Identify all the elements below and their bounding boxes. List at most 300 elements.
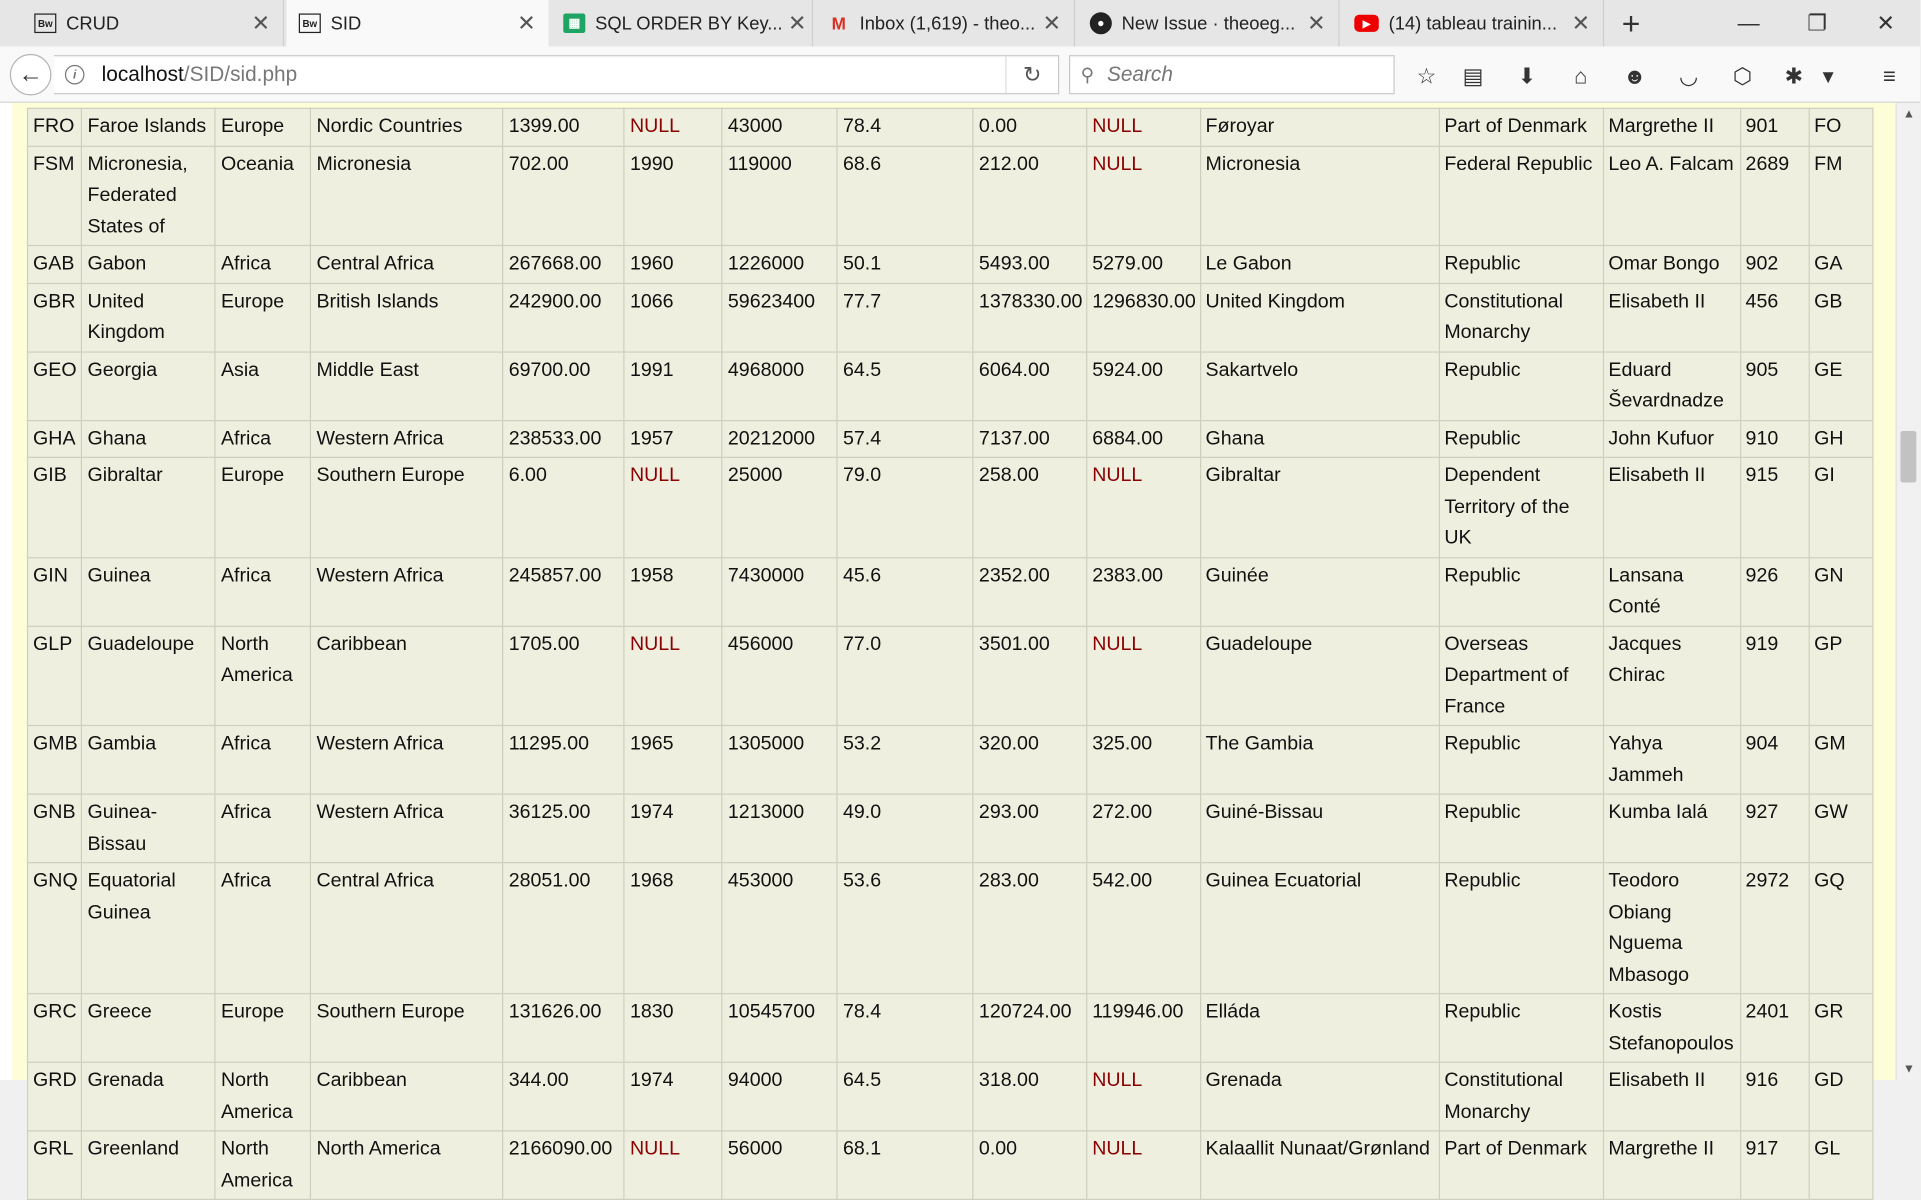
table-cell: 325.00 xyxy=(1087,726,1200,795)
table-cell: 53.6 xyxy=(838,863,974,994)
close-icon: ✕ xyxy=(1876,10,1895,35)
extension-icon: ⬡ xyxy=(1732,63,1753,88)
table-cell: 119000 xyxy=(722,146,837,246)
table-cell: Western Africa xyxy=(311,794,503,863)
table-cell: GW xyxy=(1809,794,1873,863)
pocket-icon: ◡ xyxy=(1678,63,1699,88)
table-cell: Gabon xyxy=(82,246,215,283)
table-cell: 43000 xyxy=(722,108,837,145)
table-row xyxy=(28,351,1873,420)
table-cell: 28051.00 xyxy=(503,863,624,994)
table-cell: Leo A. Falcam xyxy=(1603,146,1740,246)
table-cell: Federal Republic xyxy=(1439,146,1603,246)
table-cell: FRO xyxy=(28,108,82,145)
home-button[interactable] xyxy=(1565,61,1597,90)
table-cell: Central Africa xyxy=(311,863,503,994)
table-cell: 79.0 xyxy=(838,457,974,557)
table-cell: Asia xyxy=(215,351,311,420)
table-cell: GA xyxy=(1809,246,1873,283)
table-cell: Margrethe II xyxy=(1603,108,1740,145)
table-cell: 56000 xyxy=(722,1131,837,1200)
scroll-down-arrow-icon[interactable]: ▼ xyxy=(1902,1062,1916,1076)
table-cell: 453000 xyxy=(722,863,837,994)
table-cell: United Kingdom xyxy=(1200,283,1439,352)
table-cell: Omar Bongo xyxy=(1603,246,1740,283)
table-cell: NULL xyxy=(1087,457,1200,557)
table-cell: Southern Europe xyxy=(311,457,503,557)
table-cell: Central Africa xyxy=(311,246,503,283)
bookmark-star-button[interactable] xyxy=(1411,61,1443,90)
table-cell: Grenada xyxy=(82,1062,215,1131)
back-button[interactable] xyxy=(10,54,52,96)
table-cell: The Gambia xyxy=(1200,726,1439,795)
search-box[interactable] xyxy=(1069,55,1395,94)
table-cell: 1226000 xyxy=(722,246,837,283)
table-cell: 456000 xyxy=(722,626,837,726)
crud-favicon-icon: Bw xyxy=(299,13,321,33)
table-cell: GRL xyxy=(28,1131,82,1200)
table-cell: Greece xyxy=(82,994,215,1063)
table-cell: 1399.00 xyxy=(503,108,624,145)
table-cell: 10545700 xyxy=(722,994,837,1063)
table-cell: 283.00 xyxy=(973,863,1086,994)
table-cell: 702.00 xyxy=(503,146,624,246)
table-row xyxy=(28,283,1873,352)
table-cell: NULL xyxy=(1087,626,1200,726)
table-cell: Føroyar xyxy=(1200,108,1439,145)
table-cell: NULL xyxy=(1087,108,1200,145)
table-cell: 258.00 xyxy=(973,457,1086,557)
home-icon: ⌂ xyxy=(1574,63,1588,88)
table-cell: 905 xyxy=(1740,351,1809,420)
table-cell: 25000 xyxy=(722,457,837,557)
table-cell: GHA xyxy=(28,420,82,457)
table-cell: 1066 xyxy=(624,283,722,352)
table-cell: 2689 xyxy=(1740,146,1809,246)
table-cell: Equatorial Guinea xyxy=(82,863,215,994)
table-cell: 6884.00 xyxy=(1087,420,1200,457)
table-cell: 927 xyxy=(1740,794,1809,863)
tab-crud[interactable]: Bw CRUD ✕ xyxy=(22,0,284,47)
table-cell: North America xyxy=(215,1062,311,1131)
close-tab-icon[interactable]: ✕ xyxy=(517,10,536,35)
tab-youtube[interactable]: ▶ (14) tableau trainin... ✕ xyxy=(1342,0,1604,47)
table-cell: 2166090.00 xyxy=(503,1131,624,1200)
table-cell: GP xyxy=(1809,626,1873,726)
table-cell: Africa xyxy=(215,863,311,994)
table-cell: GAB xyxy=(28,246,82,283)
table-cell: United Kingdom xyxy=(82,283,215,352)
table-cell: Republic xyxy=(1439,420,1603,457)
table-cell: Western Africa xyxy=(311,420,503,457)
table-cell: Europe xyxy=(215,283,311,352)
table-cell: 77.7 xyxy=(838,283,974,352)
table-cell: GI xyxy=(1809,457,1873,557)
table-cell: Africa xyxy=(215,794,311,863)
table-cell: 919 xyxy=(1740,626,1809,726)
table-cell: Africa xyxy=(215,726,311,795)
table-cell: 78.4 xyxy=(838,108,974,145)
hamburger-menu-icon: ≡ xyxy=(1882,63,1896,88)
table-cell: 1296830.00 xyxy=(1087,283,1200,352)
minimize-icon: — xyxy=(1737,10,1760,35)
tab-inbox[interactable]: M Inbox (1,619) - theo... ✕ xyxy=(816,0,1076,47)
table-row xyxy=(28,108,1873,145)
table-cell: Micronesia xyxy=(1200,146,1439,246)
table-cell: 2352.00 xyxy=(973,557,1086,626)
table-cell: Micronesia xyxy=(311,146,503,246)
table-cell: Middle East xyxy=(311,351,503,420)
table-cell: Kostis Stefanopoulos xyxy=(1603,994,1740,1063)
pocket-button[interactable] xyxy=(1673,61,1705,90)
table-cell: GL xyxy=(1809,1131,1873,1200)
table-cell: Part of Denmark xyxy=(1439,108,1603,145)
scroll-up-arrow-icon[interactable]: ▲ xyxy=(1902,107,1916,121)
table-cell: 904 xyxy=(1740,726,1809,795)
table-cell: 293.00 xyxy=(973,794,1086,863)
table-row xyxy=(28,146,1873,246)
table-cell: GRC xyxy=(28,994,82,1063)
table-cell: NULL xyxy=(624,108,722,145)
table-cell: Kalaallit Nunaat/Grønland xyxy=(1200,1131,1439,1200)
table-row xyxy=(28,794,1873,863)
table-cell: 11295.00 xyxy=(503,726,624,795)
page-viewport xyxy=(0,103,1896,1191)
table-cell: 64.5 xyxy=(838,1062,974,1131)
table-cell: 53.2 xyxy=(838,726,974,795)
table-cell: NULL xyxy=(1087,1062,1200,1131)
table-cell: Guinea Ecuatorial xyxy=(1200,863,1439,994)
table-cell: Nordic Countries xyxy=(311,108,503,145)
table-cell: Caribbean xyxy=(311,1062,503,1131)
table-cell: Grenada xyxy=(1200,1062,1439,1131)
table-cell: NULL xyxy=(624,1131,722,1200)
table-cell: GR xyxy=(1809,994,1873,1063)
table-cell: Kumba Ialá xyxy=(1603,794,1740,863)
table-cell: 902 xyxy=(1740,246,1809,283)
clipboard-icon: ▤ xyxy=(1462,63,1484,88)
table-cell: 901 xyxy=(1740,108,1809,145)
scroll-thumb[interactable] xyxy=(1900,431,1916,482)
sheets-favicon-icon: ▦ xyxy=(563,13,585,33)
table-cell: 36125.00 xyxy=(503,794,624,863)
back-arrow-icon: ← xyxy=(18,60,43,88)
table-cell: GLP xyxy=(28,626,82,726)
table-cell: North America xyxy=(311,1131,503,1200)
table-cell: Guinea xyxy=(82,557,215,626)
table-cell: 245857.00 xyxy=(503,557,624,626)
table-cell: GB xyxy=(1809,283,1873,352)
table-cell: NULL xyxy=(624,457,722,557)
table-cell: Republic xyxy=(1439,557,1603,626)
table-cell: 1991 xyxy=(624,351,722,420)
table-cell: 69700.00 xyxy=(503,351,624,420)
table-cell: Eduard Ševardnadze xyxy=(1603,351,1740,420)
table-cell: 131626.00 xyxy=(503,994,624,1063)
table-cell: 5493.00 xyxy=(973,246,1086,283)
table-cell: FSM xyxy=(28,146,82,246)
table-cell: FM xyxy=(1809,146,1873,246)
url-path: /SID/sid.php xyxy=(183,62,298,86)
table-cell: 1958 xyxy=(624,557,722,626)
restore-icon: ❐ xyxy=(1807,10,1828,35)
table-cell: 78.4 xyxy=(838,994,974,1063)
table-row xyxy=(28,1062,1873,1131)
table-cell: 238533.00 xyxy=(503,420,624,457)
gmail-favicon-icon: M xyxy=(831,13,846,34)
menu-button[interactable] xyxy=(1873,61,1905,90)
search-icon: ⚲ xyxy=(1080,64,1095,86)
table-cell: 910 xyxy=(1740,420,1809,457)
tab-new-issue[interactable]: ● New Issue · theoeg... ✕ xyxy=(1078,0,1340,47)
table-cell: 2972 xyxy=(1740,863,1809,994)
table-cell: Constitutional Monarchy xyxy=(1439,1062,1603,1131)
table-cell: 1378330.00 xyxy=(973,283,1086,352)
table-cell: 542.00 xyxy=(1087,863,1200,994)
table-row xyxy=(28,726,1873,795)
table-cell: Georgia xyxy=(82,351,215,420)
download-icon: ⬇ xyxy=(1517,63,1537,88)
close-tab-icon[interactable]: ✕ xyxy=(1307,10,1326,35)
table-cell: 68.1 xyxy=(838,1131,974,1200)
table-cell: 68.6 xyxy=(838,146,974,246)
table-cell: NULL xyxy=(624,626,722,726)
restore-button[interactable] xyxy=(1783,0,1852,47)
table-cell: Oceania xyxy=(215,146,311,246)
table-cell: 5924.00 xyxy=(1087,351,1200,420)
table-cell: Guinée xyxy=(1200,557,1439,626)
addon-dropdown-button[interactable] xyxy=(1817,61,1839,90)
table-cell: Republic xyxy=(1439,994,1603,1063)
table-cell: 272.00 xyxy=(1087,794,1200,863)
table-cell: 926 xyxy=(1740,557,1809,626)
table-cell: Jacques Chirac xyxy=(1603,626,1740,726)
table-cell: Elláda xyxy=(1200,994,1439,1063)
table-cell: GRD xyxy=(28,1062,82,1131)
table-cell: Ghana xyxy=(1200,420,1439,457)
table-cell: Republic xyxy=(1439,726,1603,795)
table-cell: GNQ xyxy=(28,863,82,994)
plus-icon: + xyxy=(1621,4,1641,42)
table-cell: Dependent Territory of the UK xyxy=(1439,457,1603,557)
table-cell: Gibraltar xyxy=(82,457,215,557)
table-cell: Elisabeth II xyxy=(1603,1062,1740,1131)
table-cell: NULL xyxy=(1087,146,1200,246)
table-cell: Southern Europe xyxy=(311,994,503,1063)
table-cell: Teodoro Obiang Nguema Mbasogo xyxy=(1603,863,1740,994)
github-favicon-icon: ● xyxy=(1090,12,1112,34)
table-cell: 915 xyxy=(1740,457,1809,557)
table-row xyxy=(28,863,1873,994)
table-cell: Elisabeth II xyxy=(1603,457,1740,557)
address-bar[interactable] xyxy=(54,55,1059,94)
table-cell: 1957 xyxy=(624,420,722,457)
close-window-button[interactable] xyxy=(1851,0,1920,47)
table-cell: 59623400 xyxy=(722,283,837,352)
table-cell: 50.1 xyxy=(838,246,974,283)
table-row xyxy=(28,246,1873,283)
table-cell: Guadeloupe xyxy=(1200,626,1439,726)
table-cell: GIN xyxy=(28,557,82,626)
table-cell: North America xyxy=(215,626,311,726)
table-cell: 1960 xyxy=(624,246,722,283)
table-row xyxy=(28,457,1873,557)
addon-button[interactable] xyxy=(1778,61,1810,90)
table-cell: 7137.00 xyxy=(973,420,1086,457)
table-cell: 1305000 xyxy=(722,726,837,795)
table-cell: NULL xyxy=(1087,1131,1200,1200)
table-cell: 57.4 xyxy=(838,420,974,457)
table-cell: 2401 xyxy=(1740,994,1809,1063)
table-cell: Republic xyxy=(1439,351,1603,420)
table-cell: Le Gabon xyxy=(1200,246,1439,283)
table-cell: Republic xyxy=(1439,863,1603,994)
table-cell: 4968000 xyxy=(722,351,837,420)
table-cell: GNB xyxy=(28,794,82,863)
table-cell: GQ xyxy=(1809,863,1873,994)
table-cell: 120724.00 xyxy=(973,994,1086,1063)
table-cell: Republic xyxy=(1439,794,1603,863)
close-tab-icon[interactable]: ✕ xyxy=(788,10,807,35)
table-cell: 267668.00 xyxy=(503,246,624,283)
table-cell: John Kufuor xyxy=(1603,420,1740,457)
table-cell: 1968 xyxy=(624,863,722,994)
table-cell: Ghana xyxy=(82,420,215,457)
downloads-button[interactable] xyxy=(1511,61,1543,90)
table-cell: Western Africa xyxy=(311,557,503,626)
country-table xyxy=(27,108,1873,1200)
info-icon[interactable]: i xyxy=(65,65,85,85)
bug-icon: ✱ xyxy=(1784,63,1804,88)
table-cell: 1965 xyxy=(624,726,722,795)
table-cell: 45.6 xyxy=(838,557,974,626)
table-cell: 2383.00 xyxy=(1087,557,1200,626)
table-cell: FO xyxy=(1809,108,1873,145)
table-cell: Micronesia, Federated States of xyxy=(82,146,215,246)
table-cell: GH xyxy=(1809,420,1873,457)
close-tab-icon[interactable]: ✕ xyxy=(1571,10,1591,35)
table-cell: 64.5 xyxy=(838,351,974,420)
table-cell: Africa xyxy=(215,246,311,283)
table-cell: 916 xyxy=(1740,1062,1809,1131)
table-cell: Guinea-Bissau xyxy=(82,794,215,863)
url-text[interactable] xyxy=(102,62,1006,86)
table-cell: 242900.00 xyxy=(503,283,624,352)
table-cell: GEO xyxy=(28,351,82,420)
youtube-favicon-icon: ▶ xyxy=(1354,15,1378,32)
table-cell: GN xyxy=(1809,557,1873,626)
table-cell: GD xyxy=(1809,1062,1873,1131)
table-row xyxy=(28,994,1873,1063)
table-cell: North America xyxy=(215,1131,311,1200)
table-cell: 5279.00 xyxy=(1087,246,1200,283)
table-cell: 320.00 xyxy=(973,726,1086,795)
table-cell: British Islands xyxy=(311,283,503,352)
table-cell: Faroe Islands xyxy=(82,108,215,145)
table-cell: Guiné-Bissau xyxy=(1200,794,1439,863)
chat-button[interactable] xyxy=(1619,61,1651,90)
table-cell: Gambia xyxy=(82,726,215,795)
table-row xyxy=(28,557,1873,626)
table-cell: 6064.00 xyxy=(973,351,1086,420)
table-cell: Europe xyxy=(215,994,311,1063)
table-cell: Gibraltar xyxy=(1200,457,1439,557)
table-cell: GMB xyxy=(28,726,82,795)
table-cell: 77.0 xyxy=(838,626,974,726)
table-cell: Overseas Department of France xyxy=(1439,626,1603,726)
table-cell: Part of Denmark xyxy=(1439,1131,1603,1200)
table-cell: Europe xyxy=(215,108,311,145)
table-cell: Elisabeth II xyxy=(1603,283,1740,352)
search-input[interactable] xyxy=(1104,61,1378,88)
table-cell: 344.00 xyxy=(503,1062,624,1131)
table-cell: Western Africa xyxy=(311,726,503,795)
table-cell: GE xyxy=(1809,351,1873,420)
reload-icon: ↻ xyxy=(1023,61,1042,87)
table-cell: 1974 xyxy=(624,1062,722,1131)
table-cell: Guadeloupe xyxy=(82,626,215,726)
table-cell: 119946.00 xyxy=(1087,994,1200,1063)
table-cell: Margrethe II xyxy=(1603,1131,1740,1200)
table-cell: Lansana Conté xyxy=(1603,557,1740,626)
tab-sid[interactable]: Bw SID ✕ xyxy=(287,0,549,47)
table-cell: Africa xyxy=(215,420,311,457)
minimize-button[interactable] xyxy=(1714,0,1783,47)
table-cell: 94000 xyxy=(722,1062,837,1131)
table-row xyxy=(28,420,1873,457)
table-cell: Republic xyxy=(1439,246,1603,283)
table-row xyxy=(28,1131,1873,1200)
table-cell: Greenland xyxy=(82,1131,215,1200)
table-cell: 1705.00 xyxy=(503,626,624,726)
table-cell: Sakartvelo xyxy=(1200,351,1439,420)
table-cell: 7430000 xyxy=(722,557,837,626)
table-cell: 49.0 xyxy=(838,794,974,863)
table-cell: 0.00 xyxy=(973,1131,1086,1200)
close-tab-icon[interactable]: ✕ xyxy=(1042,10,1062,35)
star-icon: ☆ xyxy=(1416,63,1437,88)
table-cell: 1830 xyxy=(624,994,722,1063)
reading-list-button[interactable] xyxy=(1457,61,1489,90)
new-tab-button[interactable] xyxy=(1607,0,1656,47)
table-cell: 0.00 xyxy=(973,108,1086,145)
table-cell: GIB xyxy=(28,457,82,557)
table-cell: Europe xyxy=(215,457,311,557)
table-cell: Yahya Jammeh xyxy=(1603,726,1740,795)
table-cell: 3501.00 xyxy=(973,626,1086,726)
tab-strip xyxy=(0,0,1920,47)
extension-button[interactable] xyxy=(1727,61,1759,90)
chevron-down-icon: ▾ xyxy=(1822,63,1834,88)
reload-button[interactable] xyxy=(1005,56,1058,93)
chat-icon: ☻ xyxy=(1623,63,1647,88)
table-cell: Constitutional Monarchy xyxy=(1439,283,1603,352)
vertical-scrollbar[interactable] xyxy=(1896,103,1920,1080)
crud-favicon-icon: Bw xyxy=(34,13,56,33)
table-cell: 6.00 xyxy=(503,457,624,557)
close-tab-icon[interactable]: ✕ xyxy=(251,10,271,35)
table-body xyxy=(28,108,1873,1199)
url-host: localhost xyxy=(101,62,184,86)
navigation-bar xyxy=(0,47,1920,103)
table-row xyxy=(28,626,1873,726)
table-cell: 212.00 xyxy=(973,146,1086,246)
table-cell: 20212000 xyxy=(722,420,837,457)
table-cell: Africa xyxy=(215,557,311,626)
tab-sql-order-by[interactable]: ▦ SQL ORDER BY Key... ✕ xyxy=(551,0,813,47)
table-cell: 1974 xyxy=(624,794,722,863)
table-cell: 1990 xyxy=(624,146,722,246)
